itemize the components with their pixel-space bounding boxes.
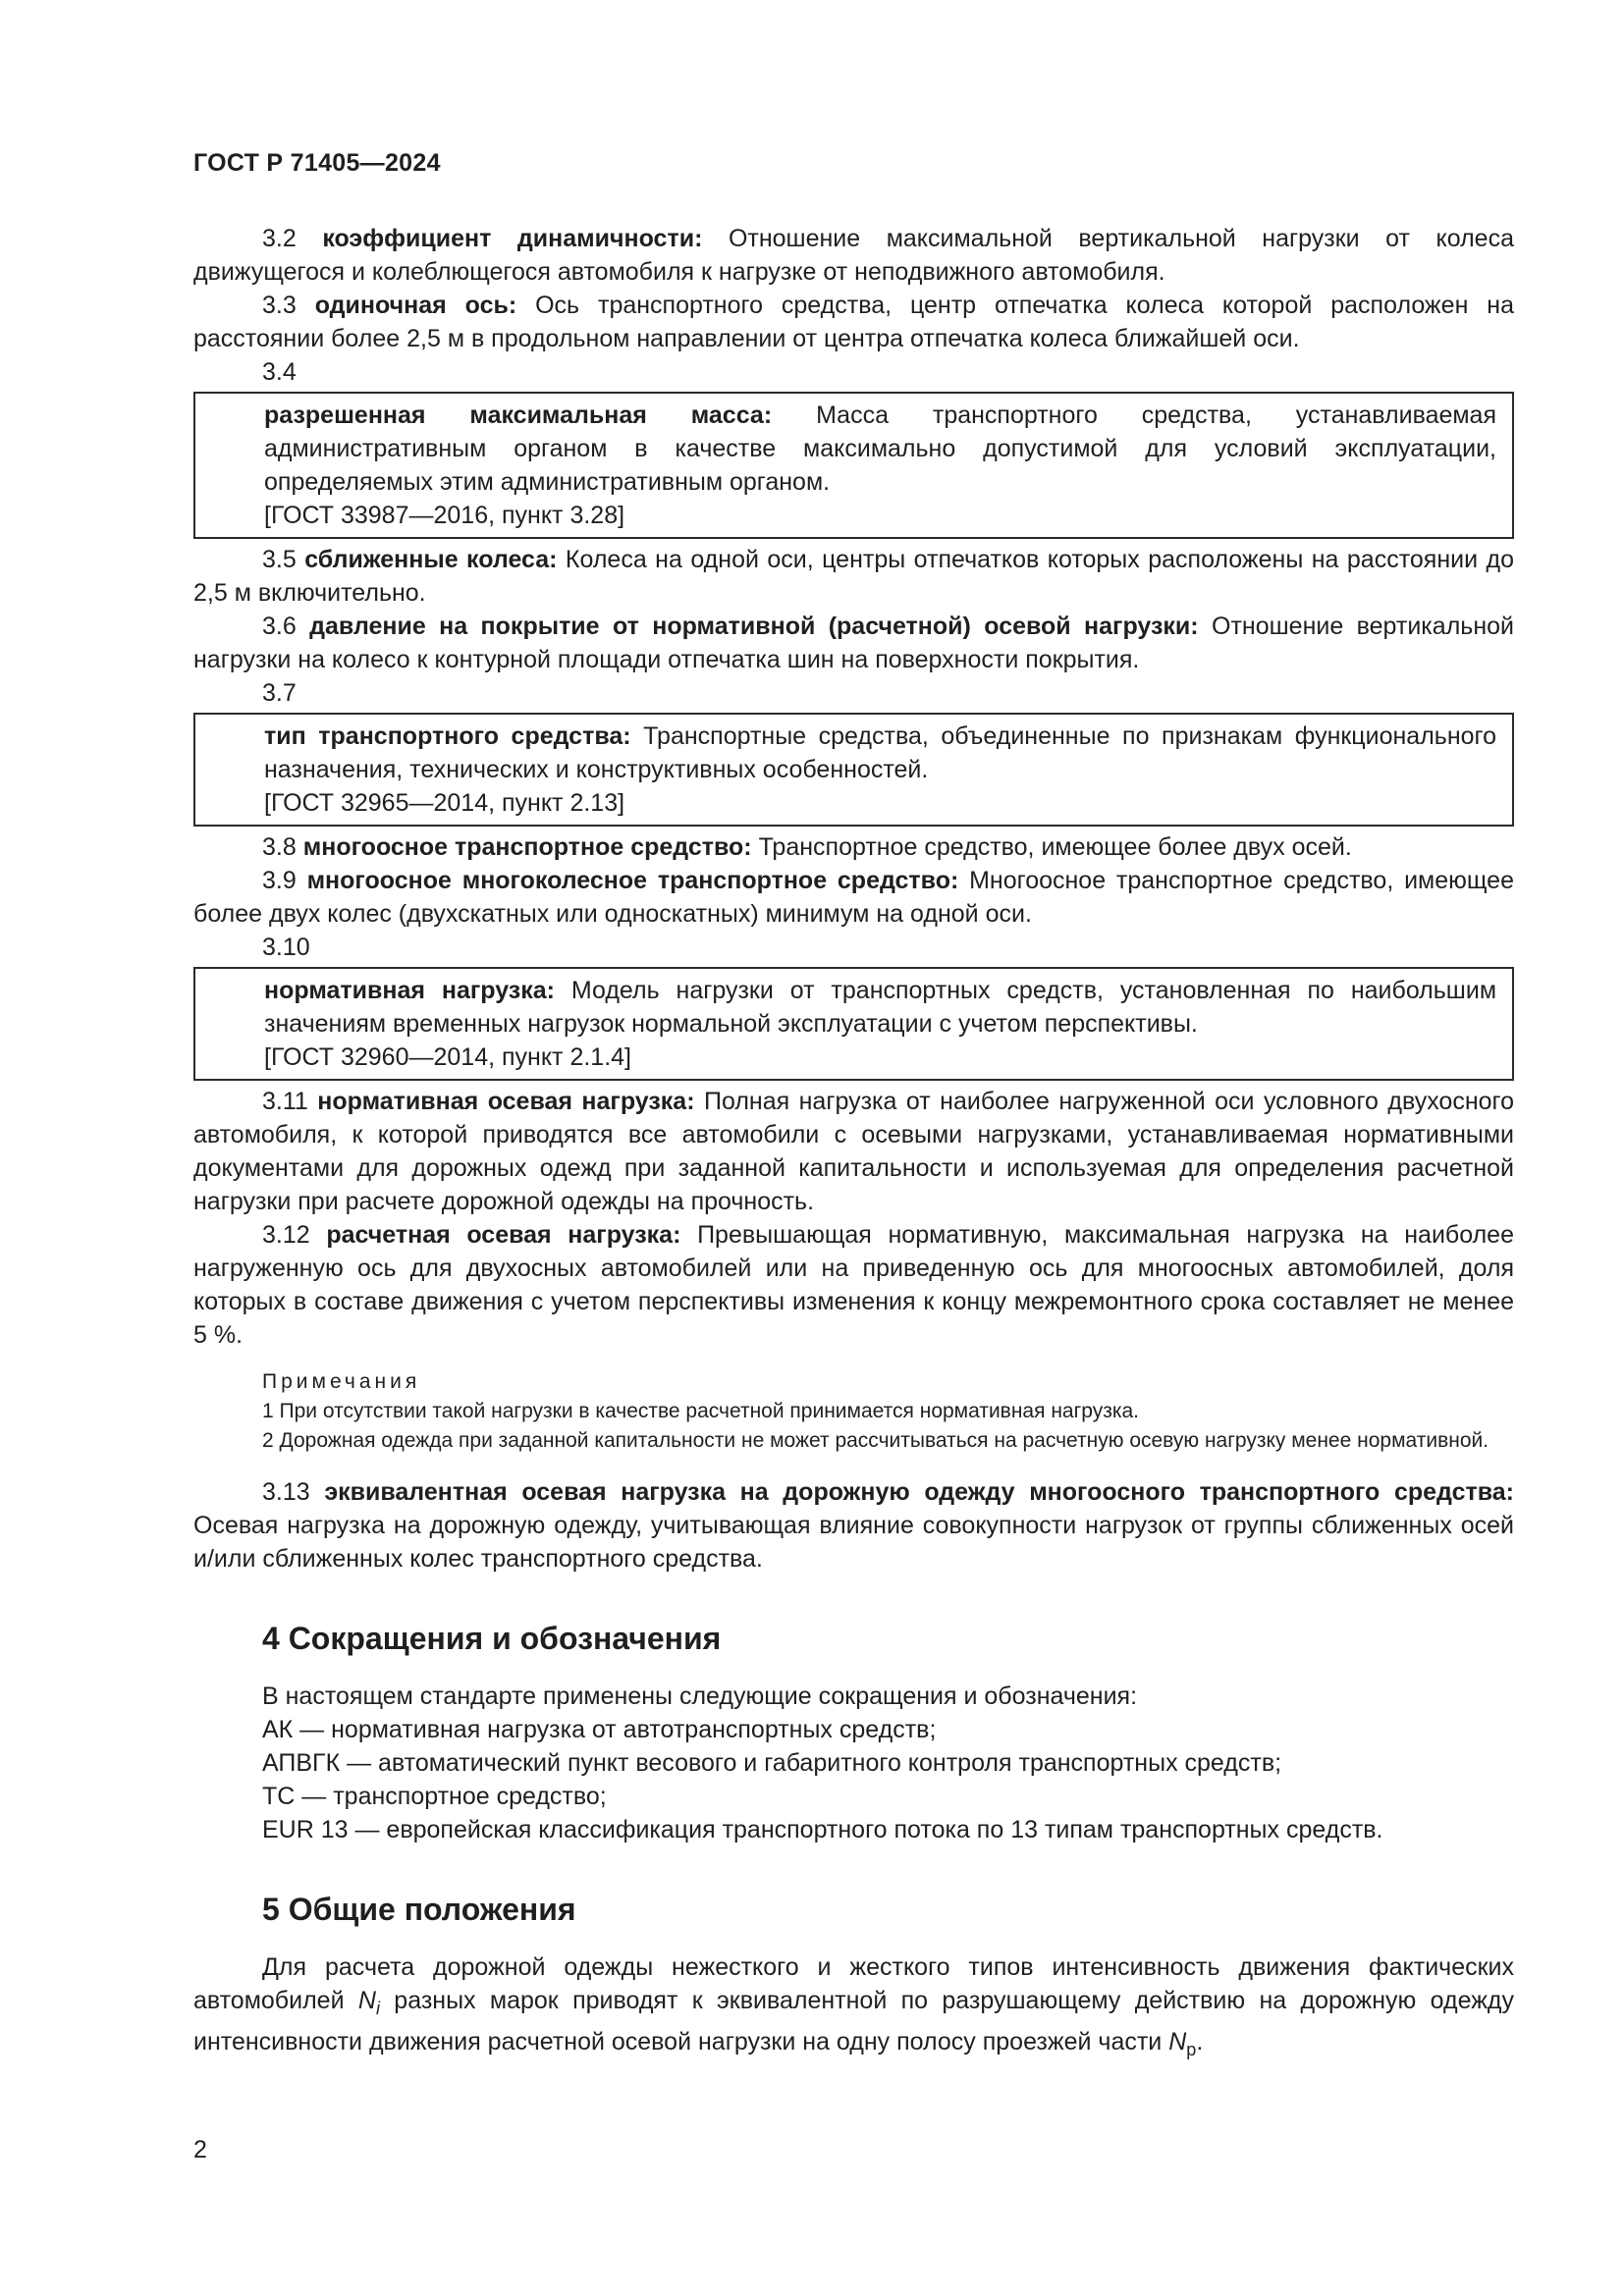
term-3-12 <box>193 1218 1514 1352</box>
term-number: 3.8 <box>262 833 297 861</box>
paragraph-text: разных марок приводят к эквивалентной по разрушающему действию на дорожную одежду интенсивности движения расчетной осевой нагрузки на одну полосу проезжей части <box>193 1987 1514 2056</box>
term-definition: Полная нагрузка от наиболее нагруженной оси условного двухосного автомобиля, к которой приводятся все автомобили с осевыми нагрузками, устанавливаемая нормативными документами для дорожных одежд при заданной капитальности и используемая для определения расчетной нагрузки при расчете дорожной одежды на прочность. <box>193 1088 1515 1215</box>
term-name: разрешенная максимальная масса: <box>264 401 773 429</box>
term-3-7-number: 3.7 <box>262 679 297 707</box>
term-3-10-box <box>193 967 1514 1081</box>
term-name: тип транспортного средства: <box>264 722 631 750</box>
term-name: одиночная ось: <box>314 292 517 319</box>
abbreviation-item: EUR 13 — европейская классификация транспортного потока по 13 типам транспортных средств. <box>262 1816 1383 1843</box>
note-item: 1 При отсутствии такой нагрузки в качестве расчетной принимается нормативная нагрузка. <box>262 1400 1139 1422</box>
term-number: 3.9 <box>262 867 297 894</box>
symbol-subscript: р <box>1186 2040 1197 2059</box>
term-name: давление на покрытие от нормативной (расчетной) осевой нагрузки: <box>309 613 1199 640</box>
term-definition: Ось транспортного средства, центр отпечатка колеса которой расположен на расстоянии более 2,5 м в продольном направлении от центра отпечатка колеса ближайшей оси. <box>193 292 1514 352</box>
term-3-3 <box>193 289 1514 355</box>
term-name: сближенные колеса: <box>304 546 558 573</box>
symbol-subscript: i <box>375 1999 380 2018</box>
term-number: 3.5 <box>262 546 297 573</box>
term-name: многоосное транспортное средство: <box>302 833 752 861</box>
section-5-paragraph <box>193 1950 1514 2066</box>
term-definition: Отношение вертикальной нагрузки на колесо к контурной площади отпечатка шин на поверхности покрытия. <box>193 613 1514 673</box>
term-name: расчетная осевая нагрузка: <box>326 1221 681 1249</box>
symbol-letter: N <box>357 1987 376 2014</box>
section-4-intro: В настоящем стандарте применены следующие сокращения и обозначения: <box>262 1682 1138 1710</box>
term-3-4-box <box>193 392 1514 539</box>
term-reference: [ГОСТ 32960—2014, пункт 2.1.4] <box>264 1043 631 1071</box>
term-3-4 <box>264 399 1496 499</box>
term-3-4-number: 3.4 <box>262 358 297 386</box>
term-3-7 <box>264 720 1496 786</box>
term-3-10 <box>264 974 1496 1041</box>
term-number: 3.13 <box>262 1478 310 1506</box>
term-number: 3.12 <box>262 1221 310 1249</box>
term-reference: [ГОСТ 33987—2016, пункт 3.28] <box>264 502 625 529</box>
page-number: 2 <box>193 2136 207 2163</box>
term-3-10-number: 3.10 <box>262 934 310 961</box>
abbreviation-item: АПВГК — автоматический пункт весового и габаритного контроля транспортных средств; <box>262 1749 1282 1777</box>
term-3-6 <box>193 610 1514 676</box>
term-name: нормативная осевая нагрузка: <box>317 1088 695 1115</box>
term-reference: [ГОСТ 32965—2014, пункт 2.13] <box>264 789 625 817</box>
abbreviation-item: ТС — транспортное средство; <box>262 1783 607 1810</box>
paragraph-end: . <box>1196 2028 1204 2056</box>
term-definition: Транспортные средства, объединенные по признакам функционального назначения, технических и конструктивных особенностей. <box>264 722 1496 783</box>
term-number: 3.2 <box>262 225 297 252</box>
document-header-title: ГОСТ Р 71405—2024 <box>193 149 441 177</box>
term-3-8 <box>193 830 1514 864</box>
term-3-2 <box>193 222 1514 289</box>
term-3-5 <box>193 543 1514 610</box>
term-3-11 <box>193 1085 1514 1218</box>
term-definition: Транспортное средство, имеющее более двух осей. <box>758 833 1352 861</box>
term-3-7-box <box>193 713 1514 827</box>
term-definition: Колеса на одной оси, центры отпечатков которых расположены на расстоянии до 2,5 м включительно. <box>193 546 1514 607</box>
section-4-heading: 4 Сокращения и обозначения <box>262 1621 722 1656</box>
term-3-9 <box>193 864 1514 931</box>
symbol-n-i <box>357 1987 380 2018</box>
abbreviation-item: АК — нормативная нагрузка от автотранспортных средств; <box>262 1716 937 1743</box>
symbol-letter: N <box>1168 2028 1187 2056</box>
term-name: многоосное многоколесное транспортное средство: <box>306 867 959 894</box>
term-number: 3.11 <box>262 1088 308 1115</box>
term-number: 3.3 <box>262 292 297 319</box>
term-definition: Превышающая нормативную, максимальная нагрузка на наиболее нагруженную ось для двухосных автомобилей или на приведенную ось для многоосных автомобилей, доля которых в составе движения с учетом перспективы изменения к концу межремонтного срока составляет не менее 5 %. <box>193 1221 1514 1349</box>
term-definition: Осевая нагрузка на дорожную одежду, учитывающая влияние совокупности нагрузок от группы сближенных осей и/или сближенных колес транспортного средства. <box>193 1512 1514 1573</box>
term-name: эквивалентная осевая нагрузка на дорожную одежду многоосного транспортного средства: <box>324 1478 1514 1506</box>
term-name: коэффициент динамичности: <box>322 225 703 252</box>
notes-heading: Примечания <box>262 1370 421 1393</box>
document-content <box>193 222 1514 2066</box>
term-name: нормативная нагрузка: <box>264 977 555 1004</box>
notes-block <box>193 1367 1514 1456</box>
term-definition: Отношение максимальной вертикальной нагрузки от колеса движущегося и колеблющегося автомобиля к нагрузке от неподвижного автомобиля. <box>193 225 1514 286</box>
symbol-n-p <box>1168 2028 1186 2056</box>
term-definition: Модель нагрузки от транспортных средств, установленная по наибольшим значениям временных нагрузок нормальной эксплуатации с учетом перспективы. <box>264 977 1497 1038</box>
term-definition: Многоосное транспортное средство, имеющее более двух колес (двухскатных или односкатных) минимум на одной оси. <box>193 867 1514 928</box>
note-item: 2 Дорожная одежда при заданной капитальности не может рассчитываться на расчетную осевую нагрузку менее нормативной. <box>262 1429 1489 1452</box>
term-number: 3.6 <box>262 613 297 640</box>
paragraph-text: Для расчета дорожной одежды нежесткого и жесткого типов интенсивность движения фактических автомобилей <box>193 1953 1514 2014</box>
term-3-13 <box>193 1475 1514 1575</box>
section-5-heading: 5 Общие положения <box>262 1892 576 1927</box>
term-definition: Масса транспортного средства, устанавливаемая административным органом в качестве максимально допустимой для условий эксплуатации, определяемых этим административным органом. <box>264 401 1497 496</box>
